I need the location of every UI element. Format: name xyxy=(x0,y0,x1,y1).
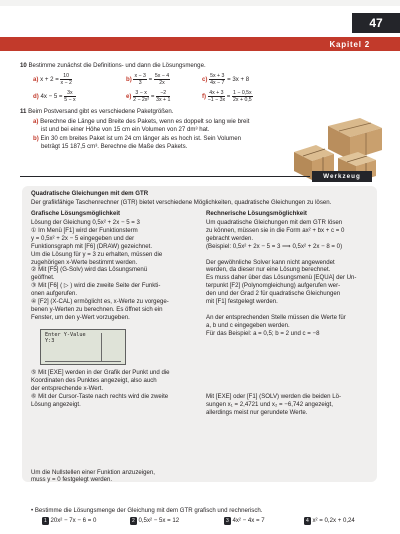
right-step-line: werden, da dieser nur eine Lösung berechnet. xyxy=(206,266,331,274)
right-step-line: Um quadratische Gleichungen mit dem GTR lösen xyxy=(206,219,343,226)
ex10-b xyxy=(126,73,170,86)
right-step-line: terpunkt [F2] (Polynomgleichung) aufgerufen wer- xyxy=(206,282,341,290)
exercise-number: 10 xyxy=(20,62,27,69)
calculator-screen xyxy=(40,329,126,365)
right-after-line: Mit [EXE] oder [F1] (SOLV) werden die beiden Lö- xyxy=(206,393,342,400)
right-step-line: a, b und c eingegeben werden. xyxy=(206,321,290,329)
left-after-line: ⑤ Mit [EXE] werden in der Grafik der Punkt und die xyxy=(31,369,170,376)
left-foot-2: muss y = 0 festgelegt werden. xyxy=(31,476,113,483)
ex11-b-line2: beträgt 15 187,5 cm³. Berechne die Maße des Pakets. xyxy=(41,143,188,150)
screen-axis-y xyxy=(101,333,102,362)
equation-left: x + 2 = xyxy=(40,76,59,84)
left-step-line: zugehörigen x-Werte bestimmt werden. xyxy=(31,258,138,266)
left-step-line: Fenster, um den y-Wert vorzugeben. xyxy=(31,313,130,321)
item-label: a) xyxy=(33,118,39,125)
ex11-a-line2: ist und bei einer Höhe von 15 cm ein Volumen von 27 dm³ hat. xyxy=(41,126,210,133)
item-label: a) xyxy=(33,76,39,84)
right-step-line: Der gewöhnliche Solver kann nicht angewendet xyxy=(206,258,335,266)
task-item-equation: 20x² − 7x − 6 = 0 xyxy=(48,517,97,524)
right-step-line: Für das Beispiel: a = 0,5; b = 2 und c = −8 xyxy=(206,329,320,337)
item-label: e) xyxy=(126,93,132,101)
left-after-line: ⑥ Mit der Cursor-Taste nach rechts wird die zweite xyxy=(31,392,169,400)
left-step-line: Lösung der Gleichung 0,5x² + 2x − 5 = 3 xyxy=(31,219,140,226)
left-step-line: benen y-Werten zu berechnen. Es öffnet sich ein xyxy=(31,305,163,313)
foot-text: Um die Nullstellen einer Funktion anzuzeigen, xyxy=(31,469,155,476)
right-after-line: sungen x₁ = 2,4721 und x₂ = −6,742 angezeigt, xyxy=(206,400,333,408)
equation-left: 4x − 5 = xyxy=(40,93,63,101)
item-text: Berechne die Länge und Breite des Pakets, wenn es doppelt so lang wie breit xyxy=(40,118,250,125)
left-after-line: Koordinaten des Punktes angezeigt, also auch xyxy=(31,376,157,384)
item-label: d) xyxy=(33,93,39,101)
ex10-f xyxy=(202,90,253,103)
right-step-line: mit [F1] festgelegt werden. xyxy=(206,298,278,305)
fraction: $\frac{4x + 3}{-1 - 3x}$ xyxy=(207,90,226,103)
right-step-line: zu können, müssen sie in die Form ax² + bx + c = 0 xyxy=(206,226,345,234)
item-text: Ein 30 cm breites Paket ist um 24 cm länger als es hoch ist. Sein Volumen xyxy=(40,135,241,142)
page-number: 47 xyxy=(352,13,400,33)
bullet-icon: • xyxy=(31,507,34,514)
right-step-line: (Beispiel: 0,5x² + 2x − 5 = 3 ⟹ 0,5x² + 2x − 8 = 0) xyxy=(206,242,343,250)
equation-right: = 3x + 8 xyxy=(227,76,250,84)
task-item-number: 3 xyxy=(226,518,229,524)
left-step-line: Um die Lösung für y = 3 zu erhalten, müssen die xyxy=(31,250,163,258)
fraction: $\frac{1 - 0,5x}{2x + 0,5}$ xyxy=(233,90,252,103)
item-label: b) xyxy=(33,135,39,142)
werkzeug-title: Quadratische Gleichungen mit dem GTR xyxy=(31,190,149,197)
left-after-line: der entsprechende x-Wert. xyxy=(31,384,104,392)
screen-axis-x xyxy=(45,361,121,362)
left-step-line: ② Mit [F5] (G-Solv) wird das Lösungsmenü xyxy=(31,266,148,274)
screen-value: Y:3 xyxy=(45,338,55,344)
right-step-line: den und der Grad 2 für quadratische Gleichungen xyxy=(206,290,341,298)
exercise-intro: Bestimme zunächst die Definitions- und dann die Lösungsmenge. xyxy=(28,62,206,69)
werkzeug-tag: Werkzeug xyxy=(312,171,372,182)
fraction: $\frac{-2}{3x + 1}$ xyxy=(156,90,171,103)
equals-sign: = xyxy=(150,93,155,101)
item-label: b) xyxy=(126,76,132,84)
right-step-line: An der entsprechenden Stelle müssen die Werte für xyxy=(206,313,346,321)
ex11-a xyxy=(33,118,249,126)
right-step-line: gebracht werden. xyxy=(206,234,254,242)
ex10-e xyxy=(126,90,170,103)
task-item-equation: 0,5x² − 5x = 12 xyxy=(136,517,180,524)
left-step-line: onen aufgerufen. xyxy=(31,290,78,298)
left-step-line: Funktionsgraph mit [F6] (DRAW) gezeichnet. xyxy=(31,242,153,250)
task-item-number: 2 xyxy=(132,518,135,524)
exercise-intro: Beim Postversand gibt es verschiedene Paketgrößen. xyxy=(28,108,174,115)
task-item-equation: x² = 0,2x + 0,24 xyxy=(310,517,355,524)
left-step-line: ③ Mit [F6] ( ▷ ) wird die zweite Seite der Funkti- xyxy=(31,282,161,290)
left-step-line: ① Im Menü [F1] wird der Funktionsterm xyxy=(31,226,138,234)
task-item xyxy=(130,517,179,525)
fraction: $\frac{x - 3}{3}$ xyxy=(134,73,146,86)
task-item xyxy=(42,517,96,525)
fraction: $\frac{5x - 4}{2x}$ xyxy=(154,73,170,86)
fraction: $\frac{5x + 3}{4x - 7}$ xyxy=(210,73,225,86)
right-after-line: allerdings meist nur gerundete Werte. xyxy=(206,408,308,416)
fraction: $\frac{3 - x}{\text{2 − 2x²}}$ xyxy=(133,90,150,103)
werkzeug-rule xyxy=(20,176,310,177)
screen-label: Enter Y-Value xyxy=(45,332,86,338)
fraction: $\frac{3x}{5 - x}$ xyxy=(64,90,76,103)
item-label: c) xyxy=(202,76,208,84)
task-item-equation: 4x² − 4x = 7 xyxy=(230,517,265,524)
task-intro xyxy=(31,507,262,515)
task-item xyxy=(304,517,355,525)
item-label: f) xyxy=(202,93,207,101)
task-text: Bestimme die Lösungsmenge der Gleichung mit dem GTR grafisch und rechnerisch. xyxy=(34,507,263,514)
top-strip xyxy=(0,0,400,6)
screen-text xyxy=(45,332,86,344)
fraction: $\frac{10}{x - 2}$ xyxy=(60,73,72,86)
exercise-10-header xyxy=(20,62,206,70)
equals-sign: = xyxy=(148,76,153,84)
task-item xyxy=(224,517,265,525)
task-item-number: 1 xyxy=(44,518,47,524)
left-after-line: Lösung angezeigt. xyxy=(31,400,81,408)
left-heading: Grafische Lösungsmöglichkeit xyxy=(31,210,121,217)
equals-sign: = xyxy=(226,93,231,101)
task-item-number: 4 xyxy=(306,518,309,524)
left-step-line: y = 0,5x² + 2x − 5 eingegeben und der xyxy=(31,234,135,242)
right-heading: Rechnerische Lösungsmöglichkeit xyxy=(206,210,307,217)
ex10-d xyxy=(33,90,76,103)
exercise-11-header xyxy=(20,108,173,116)
werkzeug-intro: Der grafikfähige Taschenrechner (GTR) bietet verschiedene Möglichkeiten, quadratische Gleichungen zu lösen. xyxy=(31,199,332,206)
exercise-number: 11 xyxy=(20,108,27,115)
ex11-b xyxy=(33,135,241,143)
right-step-line: Es muss daher über das Lösungsmenü [EQUA] der Un- xyxy=(206,274,357,282)
left-step-line: geöffnet. xyxy=(31,274,55,282)
ex10-c xyxy=(202,73,249,86)
chapter-label: Kapitel 2 xyxy=(329,40,370,49)
left-step-line: ④ [F2] (X-CAL) ermöglicht es, x-Werte zu vorgege- xyxy=(31,298,169,305)
ex10-a xyxy=(33,73,72,86)
